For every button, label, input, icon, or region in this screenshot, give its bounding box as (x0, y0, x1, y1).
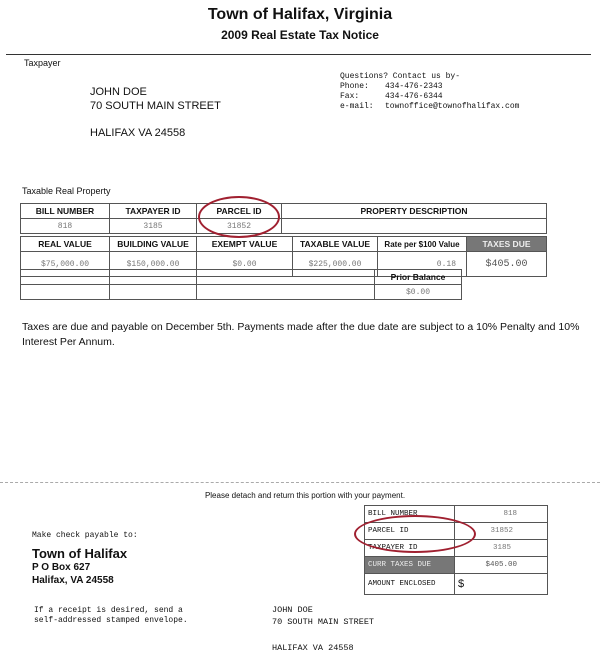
taxpayer-id-header: TAXPAYER ID (110, 204, 197, 219)
email-address[interactable]: townoffice@townofhalifax.com (385, 102, 520, 111)
phone-label: Phone: (340, 82, 369, 91)
detach-instructions: Please detach and return this portion with your payment. (204, 491, 406, 500)
exempt-value-header: EXEMPT VALUE (197, 237, 293, 252)
blank-cell (197, 285, 375, 300)
taxes-due-header: TAXES DUE (467, 237, 547, 252)
taxpayer-id-value: 3185 (110, 219, 197, 234)
taxpayer-street: 70 SOUTH MAIN STREET (90, 100, 221, 112)
taxable-property-label: Taxable Real Property (22, 186, 111, 196)
fax-label: Fax: (340, 92, 360, 101)
exempt-value: $0.00 (197, 252, 293, 277)
taxpayer-city: HALIFAX VA 24558 (90, 127, 186, 139)
blank-cell (21, 285, 110, 300)
phone-number: 434-476-2343 (385, 82, 443, 91)
stub-bill-number-value: 818 (455, 506, 548, 523)
mail-city: HALIFAX VA 24558 (272, 643, 354, 653)
mailing-address (272, 604, 374, 654)
blank-cell (110, 285, 197, 300)
parcel-id-header: PARCEL ID (197, 204, 282, 219)
receipt-note-line2: self-addressed stamped envelope. (34, 616, 188, 625)
mail-street: 70 SOUTH MAIN STREET (272, 617, 375, 627)
header-divider (6, 54, 591, 55)
property-description-header: PROPERTY DESCRIPTION (282, 204, 547, 219)
taxable-value: $225,000.00 (293, 252, 378, 277)
property-table-row1 (20, 203, 547, 234)
due-notice: Taxes are due and payable on December 5th. Payments made after the due date are subject to a 10% Penalty and 10% Interest Per Annum. (22, 321, 580, 348)
prior-balance-value: $0.00 (375, 285, 462, 300)
real-value: $75,000.00 (21, 252, 110, 277)
taxable-value-header: TAXABLE VALUE (293, 237, 378, 252)
dollar-sign: $ (458, 578, 465, 590)
stub-amount-input[interactable] (455, 574, 548, 595)
bill-number-value: 818 (21, 219, 110, 234)
email-label: e-mail: (340, 102, 374, 111)
blank-cell (110, 270, 197, 285)
prior-balance-header: Prior Balance (375, 270, 462, 285)
real-value-header: REAL VALUE (21, 237, 110, 252)
stub-taxpayer-id-value: 3185 (455, 540, 548, 557)
stub-curr-taxes-value: $405.00 (455, 557, 548, 574)
blank-cell (197, 270, 375, 285)
rate-header: Rate per $100 Value (378, 237, 467, 252)
stub-parcel-label: PARCEL ID (365, 523, 455, 540)
rate-value: 0.18 (378, 252, 467, 277)
payee-city: Halifax, VA 24558 (32, 575, 114, 586)
stub-bill-number-label: BILL NUMBER (365, 506, 455, 523)
contact-heading: Questions? Contact us by- (340, 72, 461, 81)
blank-cell (21, 270, 110, 285)
stub-parcel-value: 31852 (455, 523, 548, 540)
stub-parcel-highlight-oval (354, 515, 476, 553)
building-value-header: BUILDING VALUE (110, 237, 197, 252)
building-value: $150,000.00 (110, 252, 197, 277)
stub-curr-taxes-label: CURR TAXES DUE (365, 557, 455, 574)
notice-title: 2009 Real Estate Tax Notice (221, 28, 379, 42)
taxpayer-name: JOHN DOE (90, 86, 147, 98)
payable-label: Make check payable to: (32, 531, 138, 540)
receipt-note-line1: If a receipt is desired, send a (34, 606, 183, 615)
detach-line (0, 482, 600, 483)
payee-name: Town of Halifax (32, 546, 128, 561)
parcel-id-highlight-oval (198, 196, 280, 238)
stub-amount-label: AMOUNT ENCLOSED (365, 574, 455, 595)
receipt-note (34, 606, 188, 626)
contact-block (340, 72, 519, 112)
property-table-row3 (20, 269, 462, 300)
town-title: Town of Halifax, Virginia (207, 6, 393, 23)
bill-number-header: BILL NUMBER (21, 204, 110, 219)
stub-taxpayer-id-label: TAXPAYER ID (365, 540, 455, 557)
taxes-due-value: $405.00 (467, 252, 547, 277)
property-description-value (282, 219, 547, 234)
parcel-id-value: 31852 (197, 219, 282, 234)
payee-box: P O Box 627 (32, 562, 91, 573)
taxpayer-label: Taxpayer (24, 58, 61, 68)
mail-name: JOHN DOE (272, 605, 313, 615)
fax-number: 434-476-6344 (385, 92, 443, 101)
